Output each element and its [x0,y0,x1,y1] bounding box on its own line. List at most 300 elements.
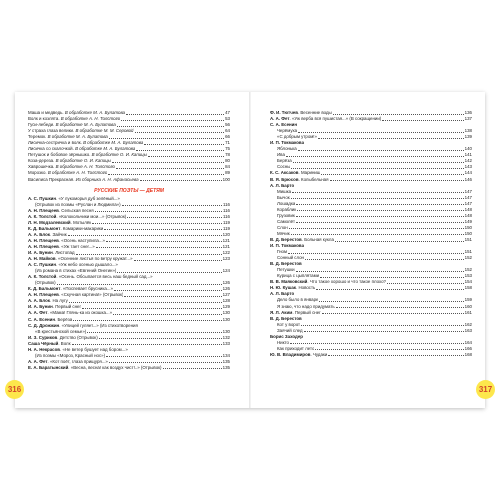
toc-title: Василиса Прекрасная [28,176,74,182]
section-heading: РУССКИЕ ПОЭТЫ — ДЕТЯМ [94,188,164,195]
toc-page-number: 71 [225,140,230,146]
toc-entry-text: В. В. Маяковский. Что такое хорошо и что такое плохо? [270,279,386,285]
toc-page-number: 146 [464,176,472,182]
toc-page-number: 141 [464,152,472,158]
toc-leader [95,211,222,212]
toc-leader [113,314,222,315]
toc-page-number: 66 [225,134,230,140]
toc-entry-text: Ф. И. Тютчев. Весенние воды [270,110,332,115]
toc-author: В. В. Маяковский [270,279,308,285]
toc-note: Из сборника А. Н. Афанасьева [75,176,139,182]
toc-leader [134,260,222,261]
toc-title: Петушок и бобовое зёрнышко [28,152,90,158]
toc-author: К. Д. Бальмонт [28,286,61,292]
toc-entry[interactable] [28,365,230,371]
toc-title: Мишка [277,188,292,194]
toc-title: Как приходит лето [277,345,315,351]
toc-entry-text: Я. Л. Аким. Первый снег [270,309,321,315]
toc-title: «В крестьянской семье») [35,328,87,334]
toc-entry-text: И. А. Бунин. Листопад [28,249,75,255]
toc-author: А. А. Фет [28,310,48,316]
toc-page-number: 56 [225,122,230,128]
toc-page-number: 121 [222,243,230,249]
toc-leader [335,241,464,242]
toc-author: Ф. И. Тютчев [270,110,298,115]
toc-title: Волк и козлята [28,116,59,122]
toc-author: А. Л. Барто [270,182,295,188]
toc-title: Гном [277,249,288,255]
toc-title: Новость [298,285,316,291]
toc-leader [305,259,464,260]
left-page-number: 316 [5,380,24,399]
toc-title: Ива [277,152,285,158]
toc-leader [112,162,224,163]
toc-author: А. Н. Майков [28,256,56,262]
toc-leader [92,223,222,224]
toc-leader [135,132,225,133]
toc-leader [298,132,464,133]
toc-entry-text: А. К. Толстой. «Колокольчики мои...» (Отрывок) [28,213,127,219]
toc-page-number: 78 [225,152,230,158]
toc-title: Берёза [57,316,73,322]
toc-page-number: 133 [222,340,230,346]
toc-title: Слон [277,224,288,230]
toc-title: (Из романа в стихах «Евгений Онегин») [35,268,117,274]
toc-leader [114,290,222,291]
toc-author: А. Н. Плещеев [28,292,59,298]
toc-title: Волк [60,340,71,346]
toc-leader [292,192,464,193]
toc-title: Гуси-лебеди [28,122,54,128]
toc-title: Дело было в январе [277,297,319,303]
toc-leader [296,222,464,223]
toc-leader [117,126,224,127]
toc-author: А. А. Фет [270,116,290,122]
toc-title: (Отрывок) [35,280,56,286]
toc-title: Колыбельная [301,176,329,182]
toc-author: Н. Ю. Кушак [270,285,296,291]
toc-title: Весенние воды [300,110,332,115]
toc-page-number: 128 [222,298,230,304]
toc-author: А. Л. Барто [270,291,295,297]
toc-title: «Уж тает снег...» [61,243,95,249]
toc-leader [298,150,464,151]
toc-page-number: 119 [223,225,230,231]
toc-author: Я. Л. Аким [270,309,293,315]
toc-title: Комарики-макарики [62,225,104,231]
toc-title: «Мама! Глянь-ка из окошка...» [49,310,113,316]
toc-title: Коза-дереза [28,158,54,164]
toc-leader [116,168,224,169]
toc-entry-text: А. К. Толстой. «Осень. Обсыпается весь наш бедный сад...» [28,274,153,280]
toc-title: Первый снег [55,304,82,310]
toc-title: Яблонька [277,146,297,152]
toc-leader [304,331,464,332]
toc-page-number: 140 [464,146,472,152]
toc-leader [121,120,224,121]
toc-leader [122,205,222,206]
toc-entry[interactable] [270,352,472,358]
toc-leader [319,301,463,302]
toc-entry-text: К. Д. Бальмонт. «Поспевает брусника...» [28,286,113,292]
toc-title: «Уж небо осенью дышало...» [58,262,118,268]
toc-entry-text: С. Д. Дрожжин. «Улицей гуляет...» (Из стихотворения [28,322,138,328]
toc-leader [296,216,464,217]
toc-entry-text: С. А. Есенин. Берёза [28,316,73,322]
toc-page-number: 126 [222,280,230,286]
toc-leader [330,180,464,181]
toc-page-number: 150 [464,230,472,236]
toc-title: На лугу [52,298,68,304]
toc-page-number: 137 [464,116,472,122]
toc-leader [301,325,464,326]
toc-title: Сельская песня [61,207,94,213]
toc-title: «У лукоморья дуб зелёный...» [58,195,120,201]
toc-page-number: 153 [464,273,472,279]
toc-title: «Уж верба вся пушистая...» (В сокращении) [291,116,382,122]
toc-note: В обработке М. М. Серовой [75,128,134,134]
toc-title: Лошадка [277,200,296,206]
toc-title: Что такое хорошо и что такое плохо? [309,279,386,285]
toc-page-number: 147 [464,200,472,206]
toc-title: Листопад [55,249,75,255]
toc-leader [69,302,222,303]
toc-leader [76,254,222,255]
toc-title: «Осенние листья по ветру кружат...» [58,256,133,262]
toc-page-number: 84 [225,164,230,170]
toc-entry-text: А. Н. Плещеев. «Осень наступила...» [28,237,105,243]
toc-entry-text: Н. А. Некрасов. «Не ветер бушует над бором...» [28,346,128,352]
toc-author: Ю. В. Владимиров [270,351,311,357]
toc-title: Заячий след [277,327,303,333]
toc-leader [297,210,464,211]
toc-page-number: 130 [222,328,230,334]
toc-entry-text: Теремок. В обработке М. А. Булатова [28,134,108,140]
toc-leader [106,241,222,242]
toc-entry-text: А. Н. Плещеев. «Уж тает снег...» [28,243,95,249]
toc-title: Курица с цыплятами [277,273,320,279]
toc-author: В. Д. Берестов [270,315,302,321]
toc-leader [289,228,464,229]
toc-page-number: 147 [464,194,472,200]
toc-page-number: 142 [464,158,472,164]
toc-leader [333,114,464,115]
toc-author: А. Н. Плещеев [28,237,59,243]
toc-entry-text: И. З. Суриков. Детство (Отрывок) [28,334,98,340]
toc-entry-text: А. А. Блок. На лугу [28,298,68,304]
toc-page-number: 168 [464,351,472,357]
toc-leader [320,277,464,278]
toc-author: Борис Заходер [270,333,303,339]
toc-entry-text: В. Я. Брюсов. Колыбельная [270,176,329,182]
toc-page-number: 53 [225,116,230,122]
toc-leader [318,138,464,139]
toc-note: В обработке А. Н. Толстого [60,116,121,122]
toc-leader [291,198,464,199]
toc-author: С. А. Есенин [28,316,56,322]
toc-leader [127,217,222,218]
toc-leader [148,156,224,157]
toc-author: А. С. Пушкин [28,195,57,201]
toc-leader [328,355,463,356]
toc-entry-text: Петушок и бобовое зёрнышко. В обработке О. И. Капицы [28,152,147,158]
toc-page-number: 150 [464,224,472,230]
toc-author: В. Я. Брюсов [270,176,299,182]
book-gutter [249,92,251,408]
toc-note: В обработке М. А. Булатова [55,122,116,128]
toc-leader [87,332,221,333]
toc-note: В обработке М. А. Булатова [83,140,144,146]
toc-author: И. П. Токмакова [270,140,305,146]
toc-page-number: 75 [225,146,230,152]
toc-title: Самолёт [277,218,296,224]
toc-author: В. Д. Берестов [270,261,302,267]
toc-title: Кораблик [277,206,297,212]
toc-page-number: 116 [223,201,230,207]
toc-title: Лисичка со скалочкой [28,146,73,152]
toc-leader [315,349,463,350]
right-page-contents [270,110,472,358]
toc-author: А. А. Блок [28,231,50,237]
toc-leader [99,338,222,339]
toc-page-number: 163 [464,327,472,333]
toc-page-number: 126 [222,286,230,292]
toc-author: А. Н. Плещеев [28,207,59,213]
toc-title: Кот у ворот [277,321,301,327]
toc-author: А. С. Пушкин [28,262,57,268]
toc-page-number: 160 [464,303,472,309]
toc-leader [144,144,224,145]
toc-leader [124,296,221,297]
toc-entry-text: Л. Н. Модзалевский. Мотылёк [28,219,92,225]
toc-entry-text: А. А. Фет. «Мама! Глянь-ка из окошка...» [28,310,113,316]
toc-page-number: 136 [464,110,472,115]
toc-title: «Не ветер бушует над бором...» [62,346,128,352]
toc-page-number: 143 [464,164,472,170]
toc-page-number: 47 [225,110,230,115]
toc-page-number: 144 [464,170,472,176]
toc-title: Маша и медведь [28,110,63,115]
toc-title: Бычок [277,194,290,200]
toc-leader [109,138,224,139]
toc-entry-text: И. А. Бунин. Первый снег [28,304,82,310]
toc-entry-text: А. Н. Плещеев. «Скучная картина!» (Отрывок) [28,292,124,298]
toc-page-number: 138 [464,128,472,134]
toc-page-number: 164 [464,339,472,345]
toc-title: Хаврошечка [28,164,54,170]
toc-entry-text: А. С. Пушкин. «У лукоморья дуб зелёный...» [28,195,120,201]
toc-title: (Отрывок из поэмы «Руслан и Людмила») [35,201,121,207]
toc-leader [336,307,464,308]
toc-entry-text: Волк и козлята. В обработке А. Н. Толстого [28,116,121,122]
toc-page-number: 151 [464,249,472,255]
toc-author: К. Д. Бальмонт [28,225,61,231]
toc-title: Чудаки [312,351,328,357]
toc-title: Черёмуха [277,128,298,134]
toc-page-number: 89 [225,170,230,176]
toc-leader [82,308,222,309]
toc-title: Больная кукла [304,236,334,242]
toc-author: А. Н. Плещеев [28,243,59,249]
toc-entry-text: Василиса Прекрасная. Из сборника А. Н. Афанасьева [28,176,139,182]
toc-entry-text: Е. А. Баратынский. «Весна, весна! как воздух чист!..» (Отрывок) [28,364,162,370]
toc-page-number: 158 [464,285,472,291]
toc-page-number: 130 [222,310,230,316]
toc-author: Е. А. Баратынский [28,364,69,370]
toc-author: А. К. Толстой [28,274,57,280]
toc-note: В обработке О. И. Капицы [55,158,111,164]
toc-author: И. П. Токмакова [270,243,305,249]
toc-entry-text: Лисичка-сестричка и волк. В обработке М. А. Булатова [28,140,144,146]
toc-page-number: 154 [464,279,472,285]
toc-author: А. А. Блок [28,298,50,304]
toc-page-number: 121 [222,237,230,243]
toc-note: В обработке А. Н. Толстого [55,164,115,170]
toc-leader [108,174,224,175]
toc-page-number: 64 [225,128,230,134]
right-page-number: 317 [476,380,495,399]
toc-entry-text: В. Д. Берестов. Больная кукла [270,236,334,242]
toc-page-number: 161 [464,309,472,315]
toc-title: Никто [277,339,289,345]
toc-entry-text: Н. Ю. Кушак. Новость [270,285,316,291]
toc-leader [387,283,464,284]
toc-page-number: 119 [223,219,230,225]
toc-leader [136,150,224,151]
toc-title: «Улицей гуляет...» (Из стихотворения [61,322,138,328]
toc-entry-text: Коза-дереза. В обработке О. И. Капицы [28,158,111,164]
toc-leader [288,253,464,254]
toc-title: Зайчик [52,231,67,237]
toc-page-number: 135 [222,364,230,370]
toc-note: В обработке А. Н. Толстого [47,170,108,176]
toc-author: И. А. Бунин [28,249,53,255]
toc-entry-text: Ю. В. Владимиров. Чудаки [270,351,328,357]
toc-title: Берёза [277,158,292,164]
toc-leader [106,356,222,357]
toc-note: В обработке М. А. Булатова [64,110,126,115]
toc-page-number: 152 [464,267,472,273]
toc-page-number: 159 [464,297,472,303]
toc-page-number: 129 [222,304,230,310]
toc-entry-text: А. А. Блок. Зайчик [28,231,67,237]
toc-leader [321,174,463,175]
toc-entry-text: Саша Чёрный. Волк [28,340,71,346]
toc-page-number: 147 [464,188,472,194]
toc-title: Детство (Отрывок) [59,334,98,340]
toc-title: «С добрым утром!» [277,134,317,140]
toc-entry-text: А. С. Пушкин. «Уж небо осенью дышало...» [28,262,118,268]
toc-title: «Осень. Обсыпается весь наш бедный сад...» [58,274,153,280]
toc-leader [316,289,463,290]
toc-author: К. С. Аксаков [270,170,299,176]
toc-page-number: 116 [223,207,230,213]
toc-page-number: 135 [222,358,230,364]
toc-page-number: 139 [464,134,472,140]
toc-leader [96,247,222,248]
toc-entry-text: Морозко. В обработке А. Н. Толстого [28,170,108,176]
toc-leader [293,162,464,163]
toc-page-number: 149 [464,218,472,224]
toc-author: В. Д. Берестов [270,236,302,242]
toc-note: В обработке М. А. Булатова [47,134,108,140]
toc-title: Мячик [277,230,290,236]
toc-entry-text: Лисичка со скалочкой. В обработке М. А. Булатова [28,146,136,152]
toc-entry-text: А. Н. Майков. «Осенние листья по ветру кружат...» [28,256,133,262]
toc-title: «Кот поёт, глаза прищуря...» [49,358,108,364]
toc-title: Мотылёк [73,219,92,225]
toc-entry-text: Хаврошечка. В обработке А. Н. Толстого [28,164,115,170]
toc-author: И. А. Бунин [28,304,53,310]
toc-leader [117,272,221,273]
toc-leader [322,313,464,314]
toc-leader [72,344,222,345]
toc-title: Лисичка-сестричка и волк [28,140,81,146]
toc-page-number: 152 [464,255,472,261]
toc-leader [57,284,222,285]
toc-leader [296,271,464,272]
toc-page-number: 134 [222,352,230,358]
toc-author: С. Д. Дрожжин [28,322,60,328]
toc-entry-text: К. С. Аксаков. Мариниш [270,170,321,176]
toc-entry-text: А. Н. Плещеев. Сельская песня [28,207,94,213]
toc-author: А. К. Толстой [28,213,57,219]
toc-entry-text: К. Д. Бальмонт. Комарики-макарики [28,225,104,231]
toc-entry-text: Маша и медведь. В обработке М. А. Булатова [28,110,126,115]
toc-leader [109,362,222,363]
toc-entry-text: А. А. Фет. «Уж верба вся пушистая...» (В сокращении) [270,116,382,122]
toc-title: «Осень наступила...» [61,237,105,243]
toc-leader [291,234,464,235]
toc-page-number: 123 [222,256,230,262]
toc-author: Л. Н. Модзалевский [28,219,71,225]
toc-leader [68,235,222,236]
toc-page-number: 116 [223,213,230,219]
toc-title: У страха глаза велики [28,128,74,134]
toc-title: Мариниш [300,170,321,176]
toc-page-number: 148 [464,212,472,218]
toc-author: А. А. Фет [28,358,48,364]
toc-leader [296,204,463,205]
toc-leader [286,156,464,157]
toc-entry-text: Гуси-лебеди. В обработке М. А. Булатова [28,122,116,128]
toc-title: Грузовик [277,212,295,218]
toc-title: Первый снег [294,309,321,315]
toc-title: «Скучная картина!» (Отрывок) [61,292,124,298]
toc-entry-text: А. А. Фет. «Кот поёт, глаза прищуря...» [28,358,108,364]
toc-author: И. З. Суриков [28,334,58,340]
toc-title: Теремок [28,134,46,140]
toc-leader [291,168,463,169]
toc-page-number: 162 [464,321,472,327]
toc-page-number: 166 [464,345,472,351]
toc-title: «Весна, весна! как воздух чист!..» (Отрывок) [70,364,162,370]
toc-title: Сонный слон [277,255,304,261]
toc-page-number: 148 [464,206,472,212]
toc-leader [382,120,463,121]
toc-page-number: 127 [222,292,230,298]
toc-leader [140,180,222,181]
toc-page-number: 120 [222,231,230,237]
toc-author: Н. А. Некрасов [28,346,60,352]
toc-title: Я знаю, что надо придумать [277,303,335,309]
toc-leader [104,229,222,230]
toc-page-number: 124 [222,268,230,274]
toc-page-number: 122 [222,249,230,255]
toc-title: «Поспевает брусника...» [62,286,113,292]
toc-page-number: 80 [225,158,230,164]
toc-page-number: 100 [222,176,230,182]
